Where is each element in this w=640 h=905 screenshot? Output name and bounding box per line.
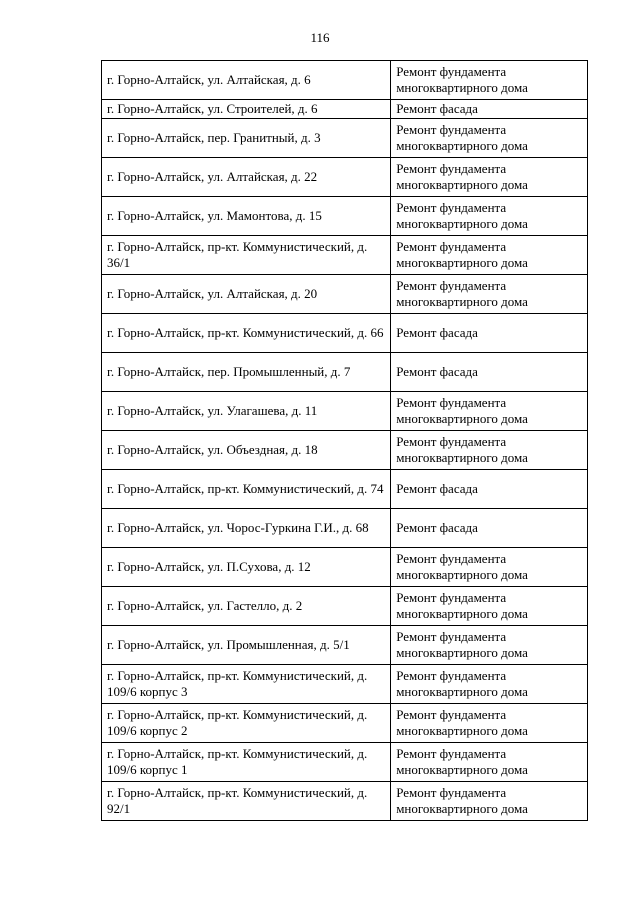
table-row bbox=[102, 353, 588, 392]
table-row bbox=[102, 431, 588, 470]
work-type-cell: Ремонт фасада bbox=[391, 353, 588, 392]
work-type-cell: Ремонт фундамента многоквартирного дома bbox=[391, 665, 588, 704]
address-cell: г. Горно-Алтайск, ул. Чорос-Гуркина Г.И., д. 68 bbox=[102, 509, 391, 548]
table-row bbox=[102, 392, 588, 431]
table-row bbox=[102, 314, 588, 353]
table-row bbox=[102, 704, 588, 743]
address-cell: г. Горно-Алтайск, ул. Алтайская, д. 22 bbox=[102, 158, 391, 197]
address-cell: г. Горно-Алтайск, ул. Алтайская, д. 6 bbox=[102, 61, 391, 100]
table-row bbox=[102, 119, 588, 158]
work-type-cell: Ремонт фундамента многоквартирного дома bbox=[391, 61, 588, 100]
page-number: 116 bbox=[310, 30, 330, 45]
table-row bbox=[102, 236, 588, 275]
work-type-cell: Ремонт фасада bbox=[391, 100, 588, 119]
work-type-cell: Ремонт фасада bbox=[391, 314, 588, 353]
address-cell: г. Горно-Алтайск, пр-кт. Коммунистический, д. 36/1 bbox=[102, 236, 391, 275]
table-row bbox=[102, 470, 588, 509]
address-cell: г. Горно-Алтайск, ул. Объездная, д. 18 bbox=[102, 431, 391, 470]
table-row bbox=[102, 665, 588, 704]
address-cell: г. Горно-Алтайск, пр-кт. Коммунистический, д. 109/6 корпус 2 bbox=[102, 704, 391, 743]
work-type-cell: Ремонт фундамента многоквартирного дома bbox=[391, 626, 588, 665]
work-type-cell: Ремонт фундамента многоквартирного дома bbox=[391, 587, 588, 626]
work-type-cell: Ремонт фасада bbox=[391, 509, 588, 548]
address-cell: г. Горно-Алтайск, ул. Гастелло, д. 2 bbox=[102, 587, 391, 626]
work-type-cell: Ремонт фундамента многоквартирного дома bbox=[391, 431, 588, 470]
table-row bbox=[102, 509, 588, 548]
table-row bbox=[102, 275, 588, 314]
table-row bbox=[102, 158, 588, 197]
address-cell: г. Горно-Алтайск, пр-кт. Коммунистический, д. 74 bbox=[102, 470, 391, 509]
address-cell: г. Горно-Алтайск, пер. Гранитный, д. 3 bbox=[102, 119, 391, 158]
work-type-cell: Ремонт фундамента многоквартирного дома bbox=[391, 392, 588, 431]
work-type-cell: Ремонт фундамента многоквартирного дома bbox=[391, 704, 588, 743]
work-type-cell: Ремонт фундамента многоквартирного дома bbox=[391, 158, 588, 197]
table-row bbox=[102, 61, 588, 100]
table-row bbox=[102, 587, 588, 626]
table-row bbox=[102, 626, 588, 665]
table-row bbox=[102, 548, 588, 587]
address-cell: г. Горно-Алтайск, ул. Промышленная, д. 5/1 bbox=[102, 626, 391, 665]
work-type-cell: Ремонт фундамента многоквартирного дома bbox=[391, 275, 588, 314]
table-row bbox=[102, 100, 588, 119]
address-cell: г. Горно-Алтайск, пр-кт. Коммунистический, д. 109/6 корпус 3 bbox=[102, 665, 391, 704]
address-cell: г. Горно-Алтайск, пр-кт. Коммунистический, д. 92/1 bbox=[102, 782, 391, 821]
work-type-cell: Ремонт фасада bbox=[391, 470, 588, 509]
table-row bbox=[102, 782, 588, 821]
address-cell: г. Горно-Алтайск, ул. Строителей, д. 6 bbox=[102, 100, 391, 119]
work-type-cell: Ремонт фундамента многоквартирного дома bbox=[391, 119, 588, 158]
table-row bbox=[102, 197, 588, 236]
address-cell: г. Горно-Алтайск, ул. П.Сухова, д. 12 bbox=[102, 548, 391, 587]
address-cell: г. Горно-Алтайск, пер. Промышленный, д. 7 bbox=[102, 353, 391, 392]
address-cell: г. Горно-Алтайск, ул. Мамонтова, д. 15 bbox=[102, 197, 391, 236]
address-cell: г. Горно-Алтайск, пр-кт. Коммунистический, д. 66 bbox=[102, 314, 391, 353]
work-type-cell: Ремонт фундамента многоквартирного дома bbox=[391, 197, 588, 236]
work-type-cell: Ремонт фундамента многоквартирного дома bbox=[391, 548, 588, 587]
work-type-cell: Ремонт фундамента многоквартирного дома bbox=[391, 782, 588, 821]
work-type-cell: Ремонт фундамента многоквартирного дома bbox=[391, 743, 588, 782]
address-cell: г. Горно-Алтайск, ул. Алтайская, д. 20 bbox=[102, 275, 391, 314]
table-row bbox=[102, 743, 588, 782]
address-cell: г. Горно-Алтайск, пр-кт. Коммунистический, д. 109/6 корпус 1 bbox=[102, 743, 391, 782]
records-table bbox=[101, 60, 588, 821]
address-cell: г. Горно-Алтайск, ул. Улагашева, д. 11 bbox=[102, 392, 391, 431]
work-type-cell: Ремонт фундамента многоквартирного дома bbox=[391, 236, 588, 275]
